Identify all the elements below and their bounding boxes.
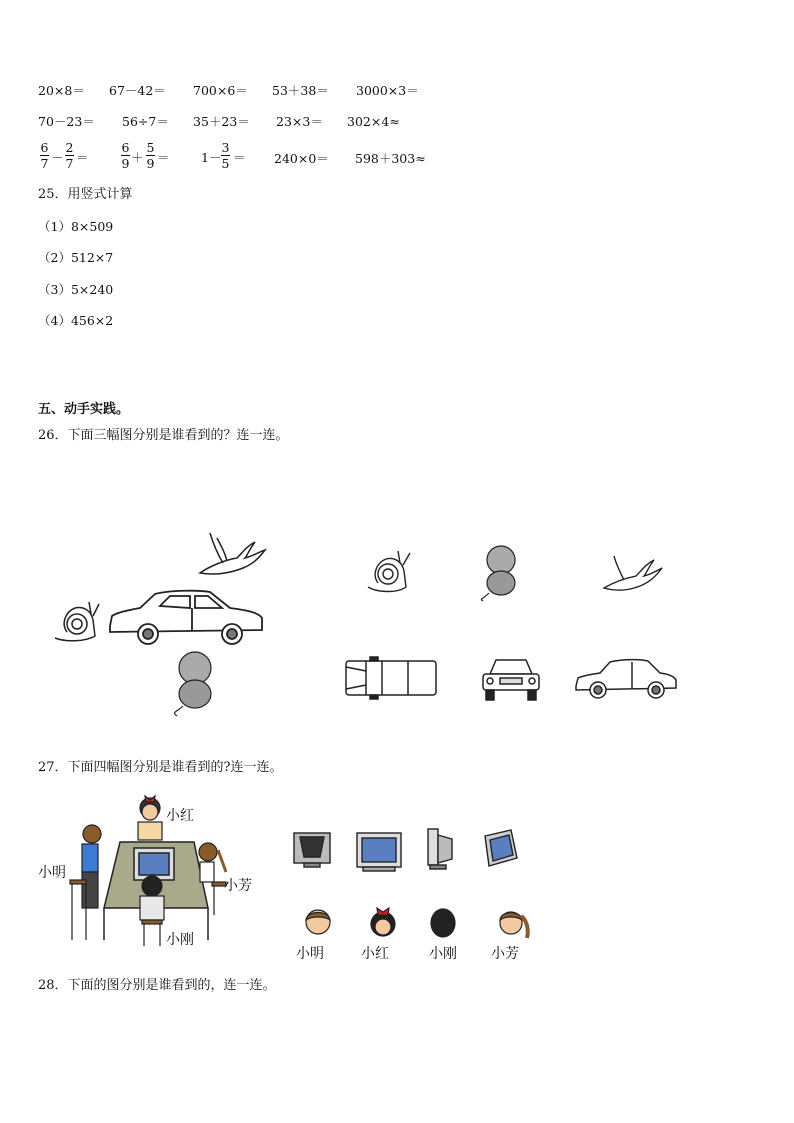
snail-icon (366, 549, 416, 599)
bird-icon (602, 554, 662, 594)
car-side-view-icon (574, 656, 678, 700)
denominator: 9 (121, 156, 130, 171)
q26-title: 26．下面三幅图分别是谁看到的？连一连。 (38, 428, 289, 443)
expr: 35＋23＝ (193, 114, 250, 129)
denominator: 5 (221, 156, 230, 171)
fraction (221, 140, 230, 171)
q25-item: （4）456×2 (38, 313, 114, 328)
fraction (40, 140, 49, 171)
equals: ＝ (76, 150, 89, 165)
monitor-icon (134, 848, 174, 880)
q25-item: （1）8×509 (38, 219, 114, 234)
monkey-icon (481, 545, 521, 601)
label-xiaoming: 小明 (38, 865, 66, 881)
monitor-angle-view-icon (481, 826, 521, 870)
car-front-view-icon (480, 656, 542, 702)
operator: ＋ (131, 150, 144, 165)
girl-head-ponytail-icon (497, 906, 531, 940)
expr: 56÷7＝ (122, 114, 169, 129)
expr: 20×8＝ (38, 83, 85, 98)
denominator: 7 (40, 156, 49, 171)
label-xiaohong: 小红 (166, 808, 194, 824)
kid-label: 小芳 (491, 946, 519, 962)
kid-label: 小明 (296, 946, 324, 962)
operator: － (51, 150, 64, 165)
expr: 598＋303≈ (355, 151, 426, 166)
fraction (65, 140, 74, 171)
expr: 700×6＝ (193, 83, 248, 98)
section-title: 五、动手实践。 (38, 402, 130, 417)
car-icon (110, 591, 262, 644)
expr: 302×4≈ (347, 114, 400, 129)
girl-head-bow-icon (368, 905, 398, 939)
numerator: 2 (65, 140, 74, 155)
q25-item: （2）512×7 (38, 250, 114, 265)
q26-scene (45, 528, 295, 728)
boy-front-icon (140, 876, 164, 946)
car-top-view-icon (344, 657, 438, 699)
q27-scene (68, 790, 248, 950)
denominator: 9 (146, 156, 155, 171)
expr: 53＋38＝ (272, 83, 329, 98)
boy-head-brown-icon (303, 906, 333, 938)
numerator: 6 (121, 140, 130, 155)
q28-title: 28．下面的图分别是谁看到的，连一连。 (38, 978, 276, 993)
boy-head-black-icon (428, 905, 458, 939)
numerator: 3 (221, 140, 230, 155)
girl-top-icon (138, 796, 162, 840)
denominator: 7 (65, 156, 74, 171)
label-xiaogang: 小刚 (166, 932, 194, 948)
equals: ＝ (233, 150, 246, 165)
fraction (121, 140, 130, 171)
equals: ＝ (157, 150, 170, 165)
q25-item: （3）5×240 (38, 282, 114, 297)
snail-icon (55, 602, 99, 641)
label-xiaofang: 小芳 (224, 878, 252, 894)
q25-title: 25．用竖式计算 (38, 187, 133, 202)
monitor-front-view-icon (355, 831, 403, 873)
monitor-side-view-icon (426, 827, 456, 871)
fraction (146, 140, 155, 171)
kid-label: 小红 (361, 946, 389, 962)
expr: 67－42＝ (109, 83, 166, 98)
numerator: 5 (146, 140, 155, 155)
monkey-icon (175, 652, 211, 716)
q27-title: 27．下面四幅图分别是谁看到的?连一连。 (38, 760, 283, 775)
monitor-back-view-icon (292, 829, 332, 869)
integer-minus: 1－ (201, 150, 222, 165)
expr: 23×3＝ (276, 114, 323, 129)
kid-label: 小刚 (429, 946, 457, 962)
bird-icon (200, 533, 265, 574)
expr: 70－23＝ (38, 114, 95, 129)
expr: 240×0＝ (274, 151, 329, 166)
boy-left-icon (70, 825, 101, 940)
expr: 3000×3＝ (356, 83, 419, 98)
numerator: 6 (40, 140, 49, 155)
